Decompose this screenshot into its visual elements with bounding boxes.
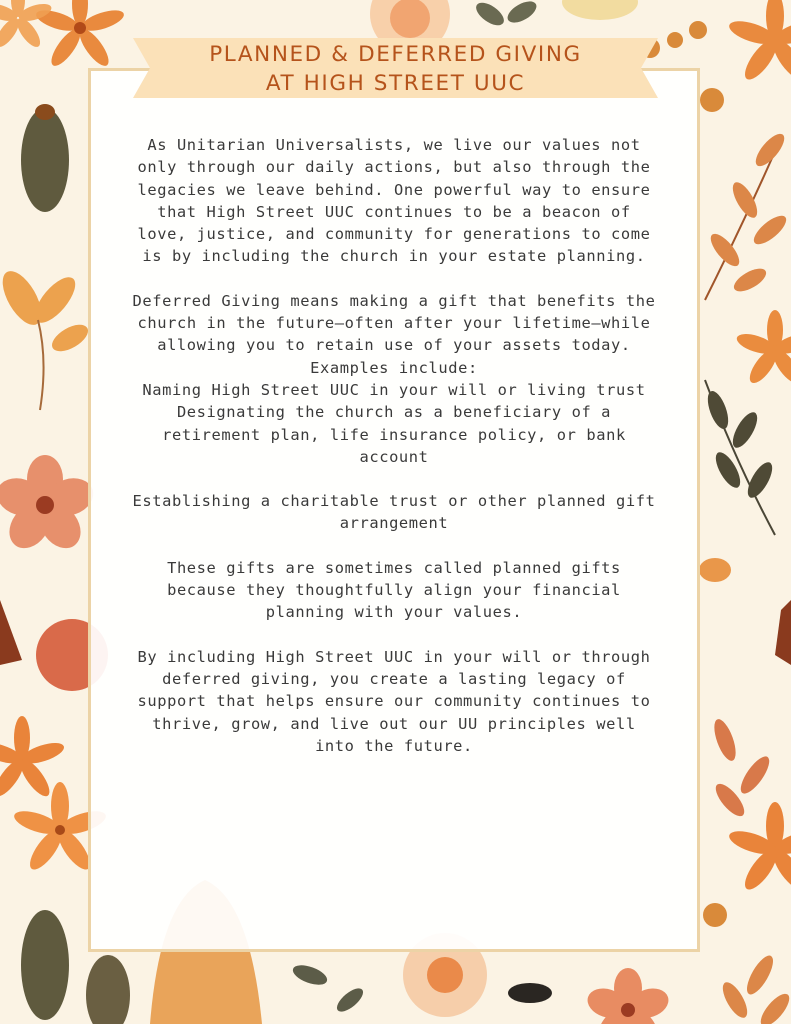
leaf-icon <box>472 0 540 30</box>
leaf-icon <box>710 717 774 821</box>
leaf-icon <box>718 952 791 1024</box>
example-item: Naming High Street UUC in your will or living trust <box>142 380 646 399</box>
title-line-2: AT HIGH STREET UUC <box>265 71 526 96</box>
example-item: Establishing a charitable trust or other planned gift arrangement <box>132 492 656 533</box>
article-body <box>130 134 658 757</box>
closing-paragraph: By including High Street UUC in your will or through deferred giving, you create a lasting legacy of support that helps ensure our community continues to thrive, grow, and live out our UU principles well into the future. <box>137 647 651 755</box>
page-title <box>133 40 658 98</box>
title-line-1: PLANNED & DEFERRED GIVING <box>209 42 582 67</box>
orange-flower-icon <box>0 0 53 50</box>
deferred-giving-paragraph: Deferred Giving means making a gift that benefits the church in the future—often after your lifetime—while allowing you to retain use of your assets today. Examples include: <box>132 291 656 377</box>
orange-flower-icon <box>734 310 791 387</box>
leaf-icon <box>290 961 366 1015</box>
pink-flower-icon <box>0 455 98 556</box>
seed-pod-icon <box>21 108 69 212</box>
intro-paragraph: As Unitarian Universalists, we live our values not only through our daily actions, but also through the legacies we leave behind. One powerful way to ensure that High Street UUC continues to be a beacon of love, justice, and community for generations to come is by including the church in your estate planning. <box>137 136 651 266</box>
title-banner <box>133 38 658 98</box>
pink-flower-icon <box>584 968 673 1024</box>
lily-flower-icon <box>0 265 92 357</box>
example-item: Designating the church as a beneficiary of a retirement plan, life insurance policy, or bank account <box>162 403 626 466</box>
seed-pod-icon <box>21 910 69 1020</box>
planned-gifts-paragraph: These gifts are sometimes called planned gifts because they thoughtfully align your financial planning with your values. <box>167 558 621 622</box>
leaf-icon <box>704 388 777 501</box>
orange-flower-icon <box>727 0 791 84</box>
gourd-icon <box>562 0 638 20</box>
orange-flower-icon <box>727 802 791 894</box>
